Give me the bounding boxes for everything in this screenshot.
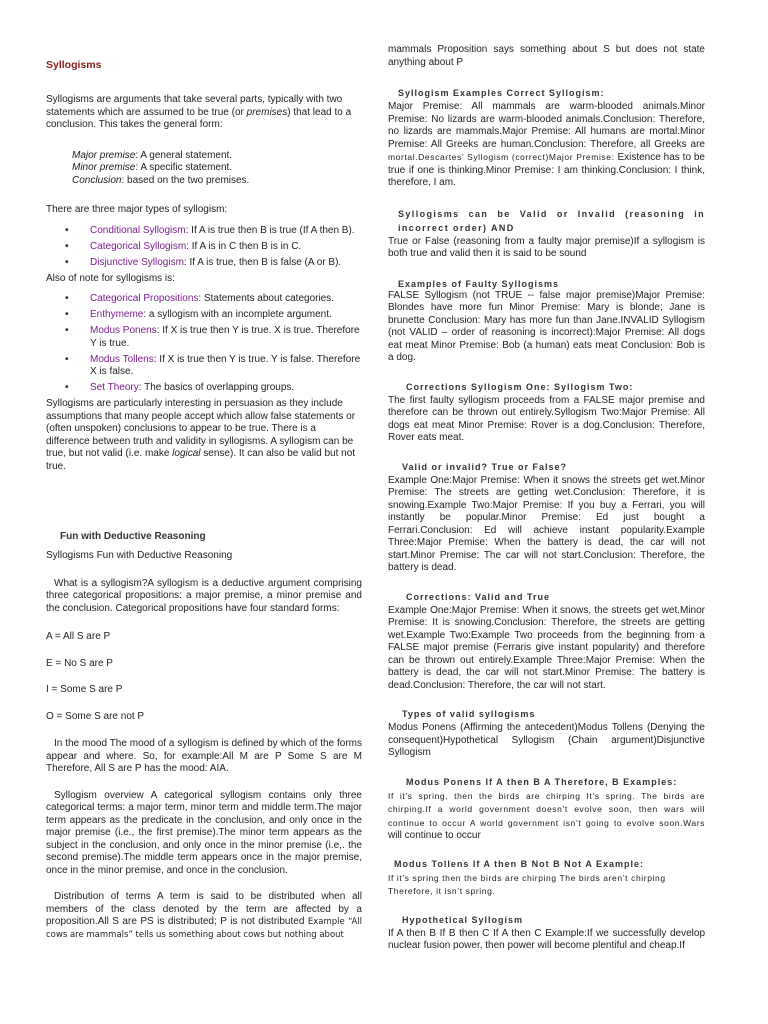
section-text: Major Premise: All mammals are warm-blooded animals.Minor Premise: No lizards are warm-blooded animals.Conclusion: Therefore, no lizards are mammals.Major Premise: All humans are mortal.Minor Premise: All Greeks are human.Conclusion: Therefore, all Greeks are: [388, 101, 705, 150]
section-body: [388, 790, 705, 843]
definition-list: [72, 150, 362, 188]
item-text: : If A is in C then B is in C.: [186, 240, 302, 252]
form-o: O = Some S are not P: [46, 710, 145, 722]
distribution-paragraph: [46, 891, 362, 941]
what-is-paragraph: What is a syllogism?A syllogism is a deductive argument comprising three categorical propositions: a major premise, a minor premise and the conclusion. Categorical propositions have four standard forms:: [46, 577, 362, 614]
section-small-text: mortal.Descartes’ Syllogism (correct)Major Premise:: [388, 152, 615, 162]
bullet-icon: •: [65, 325, 69, 336]
distribution-example: Example “All cows are mammals” tells us something about cows but nothing about: [46, 917, 362, 940]
item-text: : If X is true then Y is true. Y is false. Therefore X is false.: [90, 353, 361, 377]
item-text: : The basics of overlapping groups.: [138, 382, 295, 393]
bullet-icon: •: [65, 256, 69, 268]
item-text: : If A is true then B is true (If A then B).: [185, 224, 355, 236]
section-text-end: will continue to occur: [388, 830, 481, 841]
definition-conclusion: [72, 175, 362, 188]
list-item: [46, 354, 362, 379]
definition-text: : based on the two premises.: [121, 174, 250, 186]
list-item: [46, 309, 362, 322]
list-item: [46, 257, 362, 270]
section-heading: Examples of Faulty Syllogisms: [398, 278, 560, 289]
types-intro: There are three major types of syllogism:: [46, 204, 228, 215]
definition-label: Major premise: [72, 149, 136, 161]
section-heading: Modus Tollens If A then B Not B Not A Example:: [394, 858, 644, 869]
section-heading: Modus Ponens If A then B A Therefore, B Examples:: [406, 776, 678, 787]
mood-paragraph: In the mood The mood of a syllogism is defined by which of the forms appear and where. So, for example:All M are P Some S are M Therefore, All S are P has the mood: AIA.: [46, 738, 362, 774]
intro-emphasis: premises: [246, 106, 288, 118]
section-body: If A then B If B then C If A then C Example:If we successfully develop nuclear fusion power, then power will become plentiful and cheap.If: [388, 927, 705, 951]
term-link[interactable]: Set Theory: [90, 382, 139, 393]
list-item: [46, 293, 362, 306]
definition-label: Minor premise: [72, 162, 136, 173]
section-body: FALSE Syllogism (not TRUE -- false major premise)Major Premise: Blondes have more fun Minor Premise: Mary is blonde; Jane is brunette Conclusion: Mary has more fun than Jane.INVALID Syllogism (not VALID – order of reasoning is incorrect):Major Premise: All dogs eat meat Minor Premise: Bob (a human) eats meat Conclusion: Bob is a dog.: [388, 289, 705, 363]
section-body: True or False (reasoning from a faulty major premise)If a syllogism is both true and valid then it is said to be sound: [388, 235, 705, 259]
intro-paragraph: [46, 94, 362, 132]
term-link[interactable]: Enthymeme: [90, 309, 144, 320]
section-body: Modus Ponens (Affirming the antecedent)Modus Tollens (Denying the consequent)Hypothetical Syllogism (Chain argument)Disjunctive Syllogism: [388, 722, 705, 758]
list-item: [46, 325, 362, 350]
bullet-icon: •: [65, 224, 69, 236]
fun-subheading: Syllogisms Fun with Deductive Reasoning: [46, 550, 233, 561]
bullet-icon: •: [65, 293, 69, 304]
persuasion-text-1: Syllogisms are particularly interesting in persuasion as they include assumptions that many people accept which allow false statements or (often unspoken) conclusions to appear to be true. There is a difference between truth and validity in syllogisms. A syllogism can be true, but not valid (i.e. make: [46, 398, 356, 459]
bullet-icon: •: [65, 240, 69, 252]
also-note-list: [46, 293, 362, 395]
section-text-end: Existence has to be true if one is thinking.Minor Premise: I am thinking.Conclusion: I think, therefore, I am.: [388, 152, 705, 188]
intro-text-2: ) that lead to a conclusion. This takes the general form:: [46, 106, 352, 130]
section-body: Example One:Major Premise: When it snows the streets get wet.Minor Premise: The streets are getting wet.Conclusion: Therefore, it is snowing.Example Two:Major Premise: If you buy a Ferrari, you will instantly be popular.Minor Premise: Ed just bought a Ferrari.Conclusion: Ed will achieve instant popularity.Example Three:Major Premise: When the battery is dead, the car will not start.Minor Premise: The car will not start.Conclusion: Therefore, the battery is dead.: [388, 474, 705, 573]
item-text: : a syllogism with an incomplete argument.: [143, 309, 332, 320]
left-column: [46, 52, 362, 941]
bullet-icon: •: [65, 309, 69, 320]
item-text: : If X is true then Y is true. X is true. Therefore Y is true.: [90, 325, 360, 349]
form-a: A = All S are P: [46, 631, 111, 642]
form-e: E = No S are P: [46, 657, 113, 669]
item-text: : If A is true, then B is false (A or B).: [183, 256, 342, 268]
term-link[interactable]: Modus Tollens: [90, 353, 154, 365]
item-text: : Statements about categories.: [198, 293, 335, 304]
section-heading: Hypothetical Syllogism: [402, 914, 524, 925]
term-link[interactable]: Conditional Syllogism: [90, 224, 186, 236]
list-item: [46, 241, 362, 254]
form-i: I = Some S are P: [46, 684, 123, 695]
bullet-icon: •: [65, 382, 69, 393]
definition-major: [72, 150, 362, 163]
term-link[interactable]: Categorical Syllogism: [90, 240, 187, 252]
term-link[interactable]: Categorical Propositions: [90, 293, 199, 304]
list-item: [46, 382, 362, 395]
definition-label: Conclusion: [72, 174, 122, 186]
persuasion-text-2: sense). It can also be valid but not true.: [46, 448, 356, 472]
continued-text: mammals Proposition says something about S but does not state anything about P: [388, 44, 705, 68]
definition-minor: [72, 162, 362, 175]
section-body: Example One:Major Premise: When it snows, the streets get wet.Minor Premise: It is snowing.Conclusion: Therefore, the streets are getting wet.Example Two:Example Two proceeds from the beginning from a FALSE major premise (Ferraris give instant popularity) and therefore can be thrown out entirely.Example Three:Major Premise: When the battery is dead, the car will not start.Minor Premise: The battery is dead.Conclusion: Therefore, the car will not start.: [388, 604, 705, 691]
definition-text: : A general statement.: [135, 149, 233, 161]
persuasion-emphasis: logical: [172, 448, 201, 459]
intro-text-1: Syllogisms are arguments that take several parts, typically with two statements which are assumed to be true (or: [46, 94, 343, 118]
section-heading: Corrections: Valid and True: [406, 591, 551, 602]
section-small-text: If it’s spring, then the birds are chirping It’s spring. The birds are chirping.If a world government doesn’t evolve soon, then wars will continue to occur A world government isn’t going to evolve soon.Wars: [388, 790, 705, 828]
term-link[interactable]: Modus Ponens: [90, 325, 157, 336]
also-intro: Also of note for syllogisms is:: [46, 272, 175, 284]
section-heading: Valid or invalid? True or False?: [402, 461, 568, 472]
section-heading: Corrections Syllogism One: Syllogism Two:: [406, 381, 634, 392]
section-body: [388, 101, 705, 190]
section-small-text: If it’s spring then the birds are chirping The birds aren’t chirping Therefore, it isn’t spring.: [388, 872, 666, 896]
fun-heading: Fun with Deductive Reasoning: [60, 531, 206, 542]
syllogism-types-list: [46, 225, 362, 270]
section-heading: Types of valid syllogisms: [402, 709, 536, 719]
distribution-text: Distribution of terms A term is said to be distributed when all members of the class denoted by the term are affected by a proposition.All S are PS is distributed; P is not distributed: [46, 891, 362, 927]
section-heading: Syllogisms can be Valid or Invalid (reasoning in incorrect order) AND: [398, 208, 705, 233]
right-column: [388, 44, 705, 953]
persuasion-paragraph: [46, 398, 362, 473]
section-body: The first faulty syllogism proceeds from a FALSE major premise and therefore can be thrown out entirely.Syllogism Two:Major Premise: All dogs eat meat Minor Premise: Rover is a dog.Conclusion: Therefore, Rover eats meat.: [388, 394, 705, 443]
overview-paragraph: Syllogism overview A categorical syllogism contains only three categorical terms: a major term, minor term and middle term.The major term appears as the predicate in the conclusion, and only once in the major premise (i.e., the first premise).The minor term appears as the subject in the conclusion, and only once in the minor premise (i.e,. the second premise).The middle term appears once in the major premise, once in the minor premise, and once in the conclusion.: [46, 789, 362, 876]
list-item: [46, 225, 362, 238]
document-title: Syllogisms: [46, 59, 102, 71]
section-heading: Syllogism Examples Correct Syllogism:: [398, 88, 605, 98]
bullet-icon: •: [65, 353, 69, 365]
section-body: [388, 872, 705, 899]
term-link[interactable]: Disjunctive Syllogism: [90, 256, 184, 268]
definition-text: : A specific statement.: [135, 162, 233, 173]
